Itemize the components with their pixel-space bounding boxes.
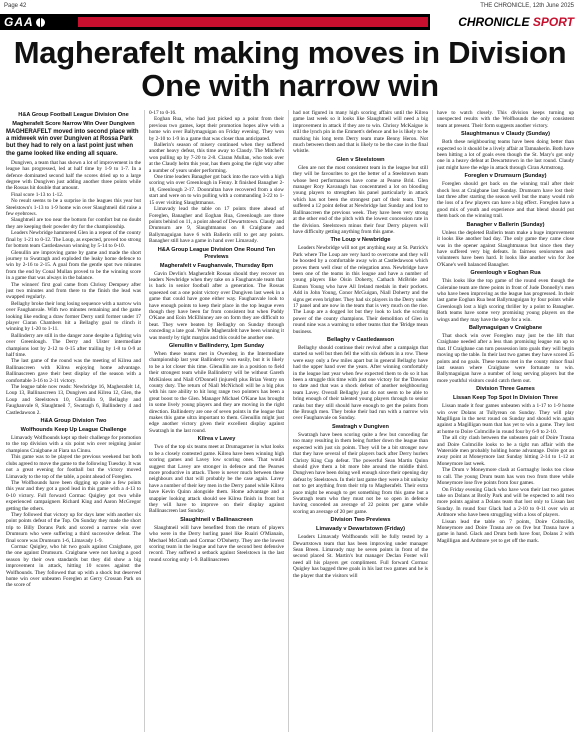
subheading: Slaughtmanus v Claudy (Sunday)	[461, 131, 550, 138]
paragraph: On Friday evening Glack who have won their last two games take on Dolans at Brolly Park and will be expected to add two more points against a Dolans team that lost only to Lissan last Sunday. In round four Glack had a 2-10 to 0-11 over win at Ardmore who have been struggling with a loss of players.	[437, 486, 574, 519]
paragraph: Slaughtneil will have benefited from the return of players who were in the Derry hurling panel like Ruairi O'Mianain, Mechael McGrath and Cormac O'Doherty. They are the lowest scoring team in the league and have the second best defensive record. They suffered a setback against Steelstown in the last round scoring only 1-9. Ballinascreen	[149, 524, 284, 563]
paragraph: Lissan made it four games unbeaten with a 1-17 to 1-9 home win over Dolans at Tullyrean on Sunday. They will play Magilligan in the next round on Sunday and should win again against a Magilligan team that has yet to win a game. They lost at home to Doire Colmcille in round four by 6-9 to 2-10.	[437, 403, 574, 435]
page-number: Page 42	[4, 3, 27, 9]
paragraph: Glenullin are improving game by game and made the short journey to Swatragh and exploded the leaky home defence to win by 2-16 to 2-15. A goal from the gentle spot two minutes from the end by Conal Mullan proved to be the winning score in a game that was always in the balance.	[6, 249, 141, 282]
paragraph: Ballerin's season of misery continued when they suffered another heavy defeat, this time away to Claudy. The Mitchel's won pulling up by 7-20 to 2-8. Ciaran Mullan, who took over at the Claudy helm this year, has them going the right way after a number of years under performing.	[149, 142, 284, 174]
subheading: Limavady v Dewartstown (Friday)	[316, 526, 405, 533]
page-info-bar	[0, 0, 580, 13]
paragraph: No result seems to be a surprise in the leagues this year but Steelstown's 1-13 to 1-9 home win over Slaughtneil did raise a few eyebrows.	[6, 198, 141, 218]
subheading: Bellaghy v Castledawson	[326, 337, 395, 343]
column-divider	[432, 110, 433, 732]
article-column-2	[149, 110, 284, 732]
paragraph: 0-17 to 0-16.	[149, 110, 177, 116]
paragraph: They followed that victory up for days later with another six point points defeat of the Top. On Sunday they made the short trip to Billy Dorans Park and scored a narrow win over Drumsurn who were suffering a third successive defeat. The final score was Drumsurn 1-6, Limavady 1-9.	[6, 511, 141, 544]
gaa-section-logo	[4, 15, 45, 29]
paragraph: The last game of the round was the meeting of Kilrea and Ballinascreen with Kilrea enjoying home advantage. Ballinascreen gave their best display of the season with a comfortable 3-16 to 2-11 victory.	[6, 358, 141, 384]
subheading: Division Three Games	[476, 386, 535, 393]
paragraph: Slaughtneil are too near the bottom for comfort but no doubt they are keeping their powder dry for the championship.	[6, 217, 141, 230]
paragraph: Bellaghy should continue their revival after a campaign that started so well but then fell the with six defeats in a row. These were easy only a few miles apart but in general Bellaghy have had the upper hand over the years. After winning comfortably in the league last year when few expected them to do so it has been a struggle this time with just one victory for the 'Dawson to date and that was a shock defeat of another neighbouring team Lavey. Overall Bellaghy just do not seem to be able to bring enough of their talented young players through to senior ranks but they still should have enough to get the points from the Brough men. They broke their bad run with a narrow win over Faughanvale on Sunday.	[293, 345, 428, 422]
subheading: Greenlough v Eoghan Rua	[470, 270, 541, 277]
red-stripe-decoration	[78, 17, 428, 27]
paragraph: Swatragh have been scoring quite a few but conceding far too many resulting in them being further down the league than expected with just six points. They will be a bit stronger now that they have several of their players back after Derry hurlers Christy King Cup defeat. The powerful Sean Martin Quinn should give them a bit more bite around the middle third. Dungiven have been doing well enough since their opening day defeat by Steelstown. In their last game they were a bit unlucky not to get anything from their trip to Magherafelt. Their extra pace might be enough to get something from this game but a Swatragh team who they must not be so open in defence having conceded an average of 22 points per game while scoring an average of 20 per game.	[293, 431, 428, 515]
paragraph: Cormac Quigley, who hit two goals against Craigbane, got the one against Drumsurn. Craigbane were not having a good season by their own standards but they did show a big improvement in attack, hitting 10 scores against the Wolfhounds. They followed that up with a shock but deserved home win over unbeaten Foreglen at Gerry Crossan Park on the score of	[6, 543, 141, 589]
paragraph: have to watch closely. This division keeps turning up unexpected results with the Wolfhounds the only consistent team at present. Their form suggests another victory.	[437, 110, 574, 129]
paragraph: Unless the depleted Ballerin team make a huge improvement it looks like another bad day. The only game they came close was in the opener against Slaughtmanus but since then they have suffered very big defeats. In fairness seniorsmen and volunteers have been hard. It looks like another win for Joe O'Kane's well balanced Banagher.	[437, 229, 574, 268]
subheading: Glen v Steelstown	[336, 156, 385, 163]
subheading: H&A Group Football League Division One	[18, 112, 129, 118]
paragraph: One time leaders Banagher got back into the race with a high scoring win over Greenlough in Fenny. It finished Banagher 2-18, Greenlough 2-17. Doonraltan have recovered from a slow start and were on to win pulling with a commanding 3-22 to 1-15 over visiting Slaughtmanus.	[149, 174, 284, 206]
paragraph: Gavin Devlin's Magherafelt Rossas should they recover on leaders Newbridge when they take on a Faughanvale team that is back in senior football after a generation. The Rossas squeezed out a one point victory over Dungiven last week in a game that could have gone either way. Faughanvale look to have enough points to keep their place in the top league even though they have been far from consistent but when Paddy O'Kane and Eoin McElhinney are on form they are difficult to beat. They were beaten by Bellaghy on Sunday through conceding a late goal. While Magherafelt have been winning it was mostly by tight margins and this could be another one.	[149, 270, 284, 341]
subheading: Magherafelt v Faughanvale, Thursday 8pm	[159, 262, 274, 269]
paragraph: This game was to be played the previous weekend but both clubs agreed to move the game to the following Tuesday. It was not a great evening for football but the victory moved Limavady to the top of the table, a point ahead of Foreglen.	[6, 454, 141, 480]
paragraph: The all city clash between the unbeaten pair of Doire Trasna and Doire Colmcille looks to be a tight run affair with the Waterside men probably holding home advantage. Doire got an away point at Moneymore last Sunday hitting 2-14 to 1-12 at Moneymore last week.	[437, 435, 574, 467]
subheading: Foreglen v Drumsurn (Sunday)	[464, 173, 547, 180]
headline: Magherafelt making moves in Division One with narrow win	[13, 35, 567, 103]
article-column-4	[437, 110, 574, 732]
subheading: Kilrea v Lavey	[197, 436, 236, 443]
paragraph: Two of the top six teams meet at Drumagarner in what looks to be a closely contested game. Kilrea have been winning high scoring games and Lavey low scoring ones. That would suggest that Lavey are stronger in defence and the Pearses more productive in attack. There is never much between these neighbours and that will probably be the case again. Lavey have a number of their key men in the Derry panel while Kilrea have Kevin Quinn alongside them. Home advantage and a snappier looking attack should see Kilrea finish in front but they will have to improve on their display against Ballinascreen last Sunday.	[149, 444, 284, 515]
section-banner	[0, 14, 580, 30]
paragraph: Ballinderry are still in the danger zone despite a fighting win over Greenlough. The Derry and Ulster intermediate champions lost by 2-12 to 0-15 after trailing by 1-8 to 0-9 at half time.	[6, 332, 141, 358]
paragraph: The Drum v Moneymore clash at Gortnaghy looks too close to call. The young Drum team has won two from three while Moneymore lose five points from four games.	[437, 467, 574, 487]
paragraph: Foreglen should get back on the winning trail after their shock loss at Craigbane last Sunday. Drumsurn have lost their last three after starting the season well but the many would rob the loss of a few players can have a big effect. Foreglen have a good mix of youth and experience and that blend should put them back on the winning trail.	[437, 181, 574, 220]
subheading: Division Two Previews	[330, 517, 391, 524]
subheading: H&A Group Division Two	[40, 418, 107, 425]
paragraph: Final score 1-13 to 1-12.	[11, 191, 64, 198]
sport-label: SPORT	[532, 15, 574, 29]
subheading: Ballymaguigan v Craigbane	[468, 324, 543, 331]
paragraph: had not figured in many high scoring affairs until the Kilrea game last week so it looks like Slaughtneil will need a big improvement in attack if they are to win. Chrissy McKaigue is still the lynch pin in the Emmett's defence and he is likely to be marking his long term Derry team mate Benny Heron. Not much between them and that is likely to be the case in the final whistle.	[293, 110, 428, 155]
issue-date: THE CHRONICLE, 12th June 2025	[480, 3, 574, 9]
paragraph: That shock win over Foreglen may just be the lift that Craigbane needed after a less than promising league run up to that. If Craigbane can turn possession into goals they will begin moving up the table. In their last two games they have scored 35 points and no goals. These teams met in the county minor final last season where Craigbane were fortunate to win. Ballymaguigan have a number of long serving players but the more youthful visitors could catch them out.	[437, 332, 574, 384]
paragraph: The league table now reads: Newbridge 16, Magherafelt 14, Loup 13, Ballinascreen 13, Dungiven and Kilrea 12, Glen, the Loup and Steelstown 10, Glenullin 9, Bellaghy and Faughanvale 8, Slaughtneil 7, Swatragh 6, Ballinderry 4 and Castledawson 2.	[6, 384, 141, 416]
paragraph: Glen are not the most consistent team in the league but still they will be favourites to get the better of a Steelstown team whose best performances have come at Pearse Brid. Glen manager Rory Kavanagh has concentrated a lot on blooding young players to strengthen his panel particularly in attack which has not been the strongest part of their team. They suffered a 12 point defeat at Newbridge last Sunday and lost to Ballinascreen the previous week. They have been very strong at the other end of the pitch with the lowest concession rate in the division. Steelstown minus their four Derry players will have difficulty getting anything from this game.	[293, 164, 428, 235]
article-column-1	[6, 110, 141, 732]
paragraph: Dungiven, a team that has shown a lot of improvement in the league has progressed, led at half time by 1-9 to 1-7. In a defence dominated second half the scores dried up to a large degree with Dungiven just adding another three points while the Rossas hit double that amount.	[6, 159, 141, 192]
paragraph: Eoghan Rua, who had just picked up a point from their previous two games, kept their promotion hopes alive with a home win over Ballymaguigan on Friday evening. They won by 2-10 to 1-9 in a game that was closer than anticipated.	[149, 116, 284, 142]
chronicle-label: CHRONICLE	[458, 15, 530, 29]
column-divider	[288, 110, 289, 732]
paragraph: Bellaghy broke their long losing sequence with a narrow win over Faughanvale. With two minutes remaining and the game looking like ending a draw former Derry until former under 17 player Ciaran Chambers hit a Bellaghy goal to clinch it winning by 1-20 to 1-11.	[6, 300, 141, 333]
paragraph: The Wolfhounds have been digging up quite a few points this year and they got a good lead in this game with a 4-13 to 0-10 victory. Full forward Cormac Quigley got two while experienced campaigners Richard King and Aaron McGregor getting the others.	[6, 479, 141, 512]
subheading: Wolfhounds Keep Up League Challenge	[20, 427, 127, 434]
subheading: H&A Group League Division One Round Ten Previews	[157, 246, 276, 260]
paragraph: Leaders Newbridge will not get anything easy at St. Patrick's Park where The Loup are very hard to overcome and they will be boosted by a comfortable away win at Castledawson which proves them well clear of the relegation area. Newbridge have been one of the teams in this league and have a number of young players like Oisin Doherty, Cathach McBride and Eamon Young who have All Ireland medals in their pockets. Add in John Young, Conor McGuigan, Niall Doherty and the signs get even brighter. They had six players in the Derry under 17 panel and are now in the team that is very much on the rise. The Loup are a dogged lot but they look to lack the scoring power of the county champions. Their demolition of Glen in round nine was a warning to other teams that the 'Bridge mean business.	[293, 245, 428, 335]
paragraph: The winners' first goal came from Chrissy Dempsey after just two minutes and from there to the finish the lead was swapped regularly.	[6, 281, 141, 301]
column-divider	[144, 110, 145, 732]
subheading: Slaughtneil v Ballinascreen	[180, 516, 253, 523]
subheading: The Loup v Newbridge	[330, 237, 391, 244]
subheading: Lissan Keep Top Spot In Division Three	[453, 395, 558, 402]
paragraph: Limavady lead the table on 17 points three ahead of Foreglen, Banagher and Eoghan Rua, Greenlough are three points behind on 11, a point ahead of Dewartstown. Claudy and Drumsurn are 9, Slaughtmanus on 8 Craigbane and Ballymaguigan have 6 with Ballerin still to get any points. Banagher still have a game in hand over Limavady.	[149, 206, 284, 245]
paragraph: Lissan lead the table on 7 points, Doire Colmcille, Moneymore and Doire Trasna are on five but Trasna have a game in hand. Glack and Drum both have four, Dolans 2 with Magilligan and Ardmore yet to get off the mark.	[437, 518, 574, 544]
subheading: Banagher v Ballerin (Sunday)	[466, 221, 545, 228]
paragraph: This looks like the top game of the round even though the Coleraine team are three points in front of Jude Donnelly's men who have been improving as the league has progressed. In their last game Eoghan Rua beat Ballymaguigan by four points while Greenlough lost a high scoring thriller by a point to Banagher. Both teams have some very promising young players on the wings and they may have the edge for a win.	[437, 278, 574, 323]
gaa-label: GAA	[4, 15, 34, 29]
paragraph: Both these neighbouring teams have been doing better than expected so it should be a lively affair at Tamnaherin. Both have been hitting a lot of goals even though the St. Mary's got only one in a heavy defeat at Dewartstown in the last round. Claudy just might have the edge in attack through Ciran Armstrong.	[437, 139, 574, 171]
subheading: Glenullin v Ballinderry, 1pm Sunday	[168, 343, 265, 349]
subheading: Swatragh v Dungiven	[332, 423, 389, 430]
intro-paragraph: MAGHERAFELT moved into second place with a midweek win over Dungiven at Rossa Park but they had to rely on a last point just when the game looked like ending all square.	[6, 129, 139, 157]
subheading: Magherafelt Score Narrow Win Over Dungiven	[12, 121, 135, 127]
paragraph: Limavady Wolfhounds kept up their challenge for promotion to the top division with a six point win over reigning junior champions Craigbane at Fiara na Cinnu.	[6, 435, 141, 454]
chronicle-sport-logo	[430, 14, 580, 30]
paragraph: Leaders Limavady Wolfhounds will be fully tested by a Dewartstown team that has been improving under manager Sean Breen. Limavady may be seven points in front of the second placed St. Martin's but manager Declan Foster will need all his players get compliment. Full forward Cormac Quigley has bagged three goals in his last two games and he is the player that the visitors will	[293, 534, 428, 579]
paragraph: Leaders Newbridge hammered Glen in a repeat of the county final by 1-21 to 0-12. The Loup, as expected, proved too strong for bottom team Castledawson winning by 5-14 to 0-10.	[6, 230, 141, 250]
article-column-3	[293, 110, 428, 732]
football-icon	[36, 18, 45, 27]
paragraph: When these teams met in Owenbeg in the Intermediate championship last year Ballinderry won easily, but it is likely to be a lot closer this time. Glenullin are in a position to field their strongest team while Ballinderry will be without Gareth McKinless and Niall O'Donnell (injured) plus Brian Ventry on county duty. The return of Niall McNicholl will be a big plus with his rare ability to hit long range two pointers has been a great boost to the Glen. Manager Michael O'Kane has brought in some lively young players and they are moving in the right direction. Ballinderry are one of seven points in the league that makes this game ultra important to them. Glenullin might just edge another victory given their excellent display against Swatragh in the last round.	[149, 351, 284, 434]
